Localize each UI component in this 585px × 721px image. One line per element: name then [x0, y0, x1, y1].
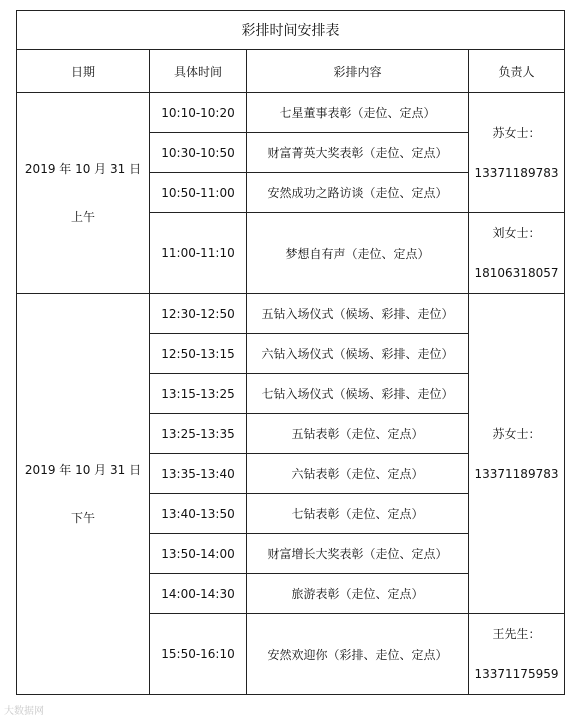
header-person: 负责人	[469, 50, 565, 93]
morning-person-2-cell	[469, 213, 565, 294]
time-cell: 13:15-13:25	[150, 374, 247, 414]
person-name: 王先生：	[492, 627, 541, 641]
time-cell: 13:50-14:00	[150, 534, 247, 574]
title-row	[17, 11, 565, 50]
content-cell: 安然欢迎你（彩排、走位、定点）	[247, 614, 469, 695]
content-cell: 六钻表彰（走位、定点）	[247, 454, 469, 494]
table-row	[17, 294, 565, 334]
afternoon-person-2-cell	[469, 614, 565, 695]
header-content: 彩排内容	[247, 50, 469, 93]
header-date: 日期	[17, 50, 150, 93]
content-cell: 财富增长大奖表彰（走位、定点）	[247, 534, 469, 574]
person-name: 刘女士：	[492, 226, 541, 240]
person-phone: 13371189783	[474, 466, 559, 481]
person-phone: 13371175959	[474, 667, 559, 681]
time-cell: 13:40-13:50	[150, 494, 247, 534]
person-name: 苏女士：	[492, 125, 541, 140]
morning-period: 上午	[70, 210, 95, 224]
time-cell: 12:30-12:50	[150, 294, 247, 334]
time-cell: 12:50-13:15	[150, 334, 247, 374]
header-row	[17, 50, 565, 93]
afternoon-date-cell	[17, 294, 150, 695]
content-cell: 安然成功之路访谈（走位、定点）	[247, 173, 469, 213]
content-cell: 六钻入场仪式（候场、彩排、走位）	[247, 334, 469, 374]
content-cell: 五钻表彰（走位、定点）	[247, 414, 469, 454]
schedule-table	[16, 10, 565, 695]
content-cell: 七钻入场仪式（候场、彩排、走位）	[247, 374, 469, 414]
header-time: 具体时间	[150, 50, 247, 93]
time-cell: 14:00-14:30	[150, 574, 247, 614]
time-cell: 10:30-10:50	[150, 133, 247, 173]
morning-date: 2019 年 10 月 31 日	[24, 162, 142, 176]
content-cell: 五钻入场仪式（候场、彩排、走位）	[247, 294, 469, 334]
content-cell: 梦想自有声（走位、定点）	[247, 213, 469, 294]
table-row	[17, 93, 565, 133]
content-cell: 七星董事表彰（走位、定点）	[247, 93, 469, 133]
content-cell: 旅游表彰（走位、定点）	[247, 574, 469, 614]
time-cell: 13:25-13:35	[150, 414, 247, 454]
afternoon-period: 下午	[70, 511, 95, 525]
morning-person-1-cell	[469, 93, 565, 213]
time-cell: 13:35-13:40	[150, 454, 247, 494]
time-cell: 10:50-11:00	[150, 173, 247, 213]
watermark: 大数据网	[4, 706, 44, 717]
table-title: 彩排时间安排表	[17, 11, 565, 50]
person-name: 苏女士：	[492, 426, 541, 441]
person-phone: 13371189783	[474, 165, 559, 180]
time-cell: 10:10-10:20	[150, 93, 247, 133]
afternoon-date: 2019 年 10 月 31 日	[24, 463, 142, 477]
content-cell: 财富菁英大奖表彰（走位、定点）	[247, 133, 469, 173]
time-cell: 15:50-16:10	[150, 614, 247, 695]
time-cell: 11:00-11:10	[150, 213, 247, 294]
content-cell: 七钻表彰（走位、定点）	[247, 494, 469, 534]
person-phone: 18106318057	[474, 266, 559, 280]
afternoon-person-1-cell	[469, 294, 565, 614]
morning-date-cell	[17, 93, 150, 294]
